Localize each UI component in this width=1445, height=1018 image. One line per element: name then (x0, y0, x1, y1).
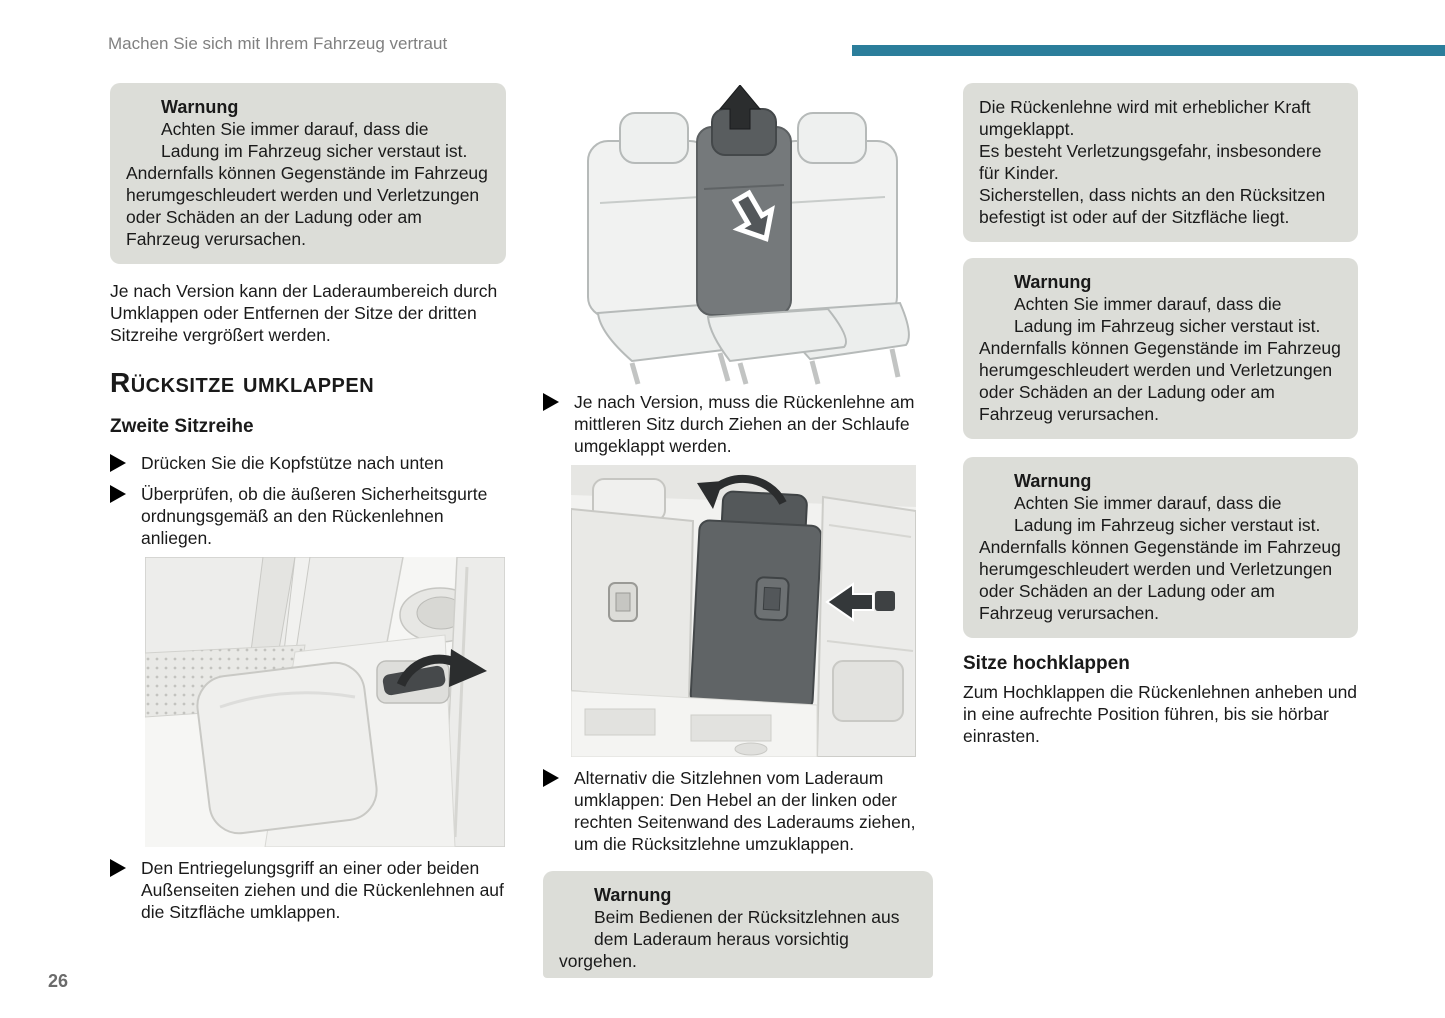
warning-title: Warnung (1014, 272, 1092, 292)
warning-box (963, 457, 1358, 638)
left-column (110, 83, 506, 923)
warning-box (543, 871, 933, 978)
bullet-text: Je nach Version, muss die Rückenlehne am mittleren Sitz durch Ziehen an der Schlaufe umgeklappt werden. (574, 392, 915, 456)
section-heading: Rücksitze umklappen (110, 367, 375, 398)
right-column (963, 83, 1358, 747)
subsection-heading: Zweite Sitzreihe (110, 416, 254, 437)
warning-continuation-box (963, 83, 1358, 242)
warning-title: Warnung (594, 885, 672, 905)
paragraph: Zum Hochklappen die Rückenlehnen anheben und in eine aufrechte Position führen, bis sie hörbar einrasten. (963, 682, 1358, 746)
bullet-text: Alternativ die Sitzlehnen vom Laderaum umklappen: Den Hebel an der linken oder rechten Seitenwand des Laderaums ziehen, um die Rücksitzlehne umzuklappen. (574, 768, 916, 854)
warning-exclamation-icon (981, 273, 1001, 317)
subsection-heading: Sitze hochklappen (963, 653, 1130, 674)
warning-exclamation-icon (128, 98, 148, 142)
warning-box (963, 258, 1358, 439)
bullet-text: Drücken Sie die Kopfstütze nach unten (141, 453, 444, 473)
warning-text-line: Die Rückenlehne wird mit erheblicher Kraft umgeklappt. (979, 97, 1311, 139)
bullet-item (110, 483, 506, 549)
warning-title: Warnung (161, 97, 239, 117)
bullet-item (110, 452, 506, 474)
cargo-area-illustration (571, 465, 916, 757)
warning-exclamation-icon (981, 472, 1001, 516)
bullet-item (543, 391, 933, 457)
warning-text: Achten Sie immer darauf, dass die Ladung im Fahrzeug sicher verstaut ist. Andernfalls können Gegenstände im Fahrzeug herumgeschleudert werden und Verletzungen oder Schäden an der Ladung oder am Fahrzeug verursachen. (979, 493, 1341, 623)
headrest-lever-illustration (145, 557, 505, 847)
bullet-item (543, 767, 933, 855)
bullet-text: Überprüfen, ob die äußeren Sicherheitsgurte ordnungsgemäß an den Rückenlehnen anliegen. (141, 484, 488, 548)
warning-text: Achten Sie immer darauf, dass die Ladung im Fahrzeug sicher verstaut ist. Andernfalls können Gegenstände im Fahrzeug herumgeschleudert werden und Verletzungen oder Schäden an der Ladung oder am Fahrzeug verursachen. (126, 119, 488, 249)
intro-paragraph: Je nach Version kann der Laderaumbereich durch Umklappen oder Entfernen der Sitze der dritten Sitzreihe vergrößert werden. (110, 281, 498, 345)
warning-text-line: Es besteht Verletzungsgefahr, insbesondere für Kinder. (979, 141, 1322, 183)
warning-exclamation-icon (561, 886, 581, 930)
page-header-title: Machen Sie sich mit Ihrem Fahrzeug vertraut (108, 34, 448, 53)
warning-text: Beim Bedienen der Rücksitzlehnen aus dem Laderaum heraus vorsichtig vorgehen. (559, 907, 900, 971)
bullet-item (110, 857, 506, 923)
accent-bar (852, 45, 1445, 56)
warning-text-line: Sicherstellen, dass nichts an den Rücksitzen befestigt ist oder auf der Sitzfläche liegt. (979, 185, 1326, 227)
warning-title: Warnung (1014, 471, 1092, 491)
warning-text: Achten Sie immer darauf, dass die Ladung im Fahrzeug sicher verstaut ist. Andernfalls können Gegenstände im Fahrzeug herumgeschleudert werden und Verletzungen oder Schäden an der Ladung oder am Fahrzeug verursachen. (979, 294, 1341, 424)
seat-row-illustration (570, 85, 915, 385)
page-number: 26 (48, 971, 69, 991)
bullet-text: Den Entriegelungsgriff an einer oder beiden Außenseiten ziehen und die Rückenlehnen auf die Sitzfläche umklappen. (141, 858, 504, 922)
warning-box (110, 83, 506, 264)
middle-column (543, 83, 933, 978)
